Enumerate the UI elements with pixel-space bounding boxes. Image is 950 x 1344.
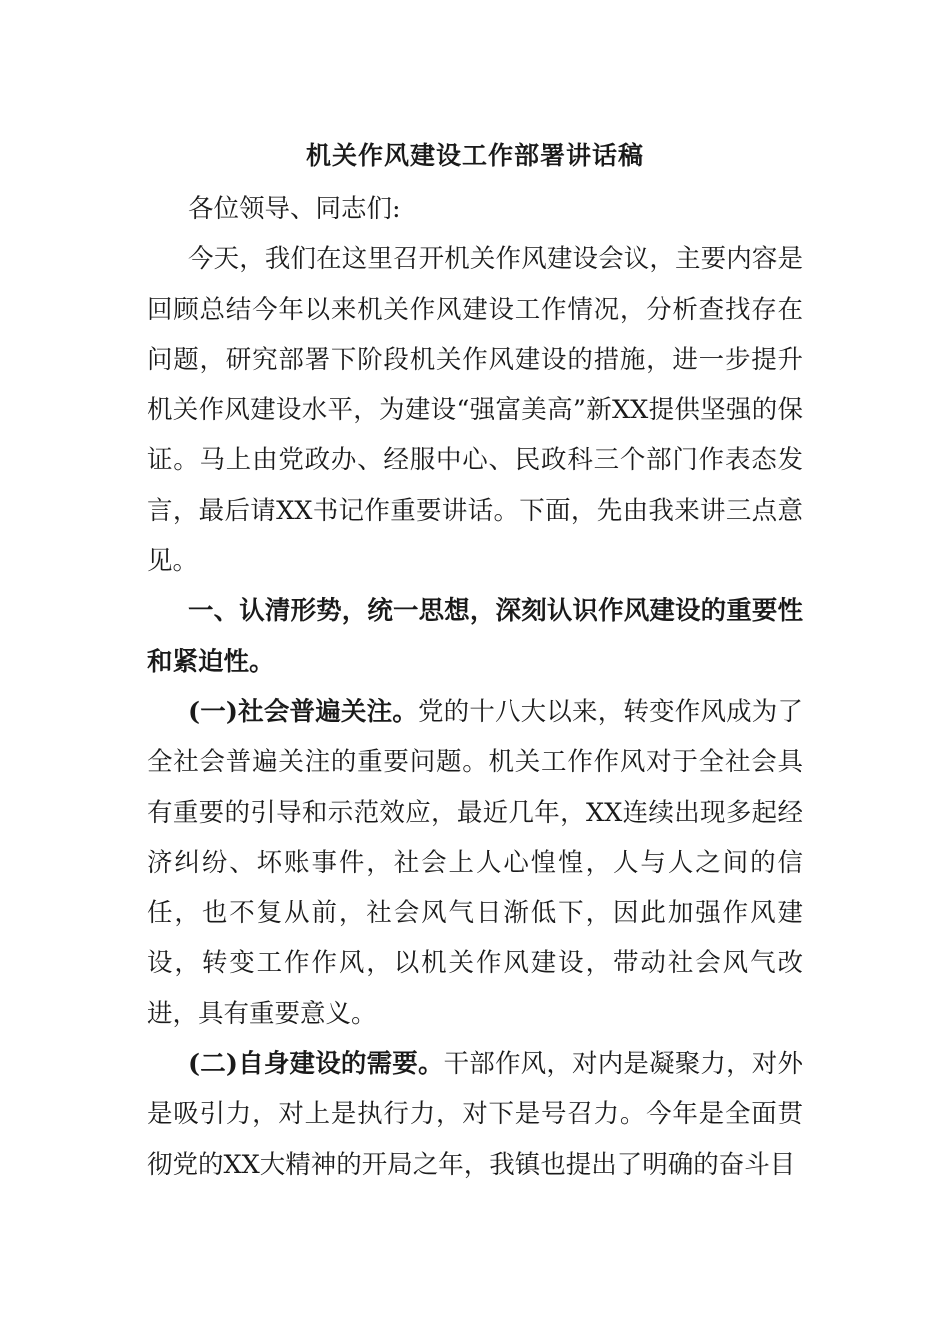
section-1-heading: 一、认清形势，统一思想，深刻认识作风建设的重要性和紧迫性。 (147, 596, 803, 677)
point-1-text: 党的十八大以来，转变作风成为了全社会普遍关注的重要问题。机关工作作风对于全社会具有重要的引导和示范效应，最近几年，XX连续出现多起经济纠纷、坏账事件，社会上人心惶惶，人与人之间的信任，也不复从前，社会风气日渐低下，因此加强作风建设，转变工作作风，以机关作风建设，带动社会风气改进，具有重要意义。 (147, 696, 803, 1029)
point-1-title: (一)社会普遍关注。 (188, 696, 418, 727)
document-body (147, 184, 803, 1190)
section-1-point-1 (147, 687, 803, 1039)
intro-paragraph: 今天，我们在这里召开机关作风建设会议，主要内容是回顾总结今年以来机关作风建设工作情况，分析查找存在问题，研究部署下阶段机关作风建设的措施，进一步提升机关作风建设水平，为建设“强富美高”新XX提供坚强的保证。马上由党政办、经服中心、民政科三个部门作表态发言，最后请XX书记作重要讲话。下面，先由我来讲三点意见。 (147, 244, 803, 577)
point-2-title: (二)自身建设的需要。 (188, 1049, 444, 1080)
salutation: 各位领导、同志们: (188, 194, 401, 224)
point-2-text: 干部作风，对内是凝聚力，对外是吸引力，对上是执行力，对下是号召力。今年是全面贯彻党的XX大精神的开局之年，我镇也提出了明确的奋斗目 (147, 1049, 803, 1180)
section-1-point-2 (147, 1039, 803, 1190)
document-title: 机关作风建设工作部署讲话稿 (305, 141, 644, 170)
